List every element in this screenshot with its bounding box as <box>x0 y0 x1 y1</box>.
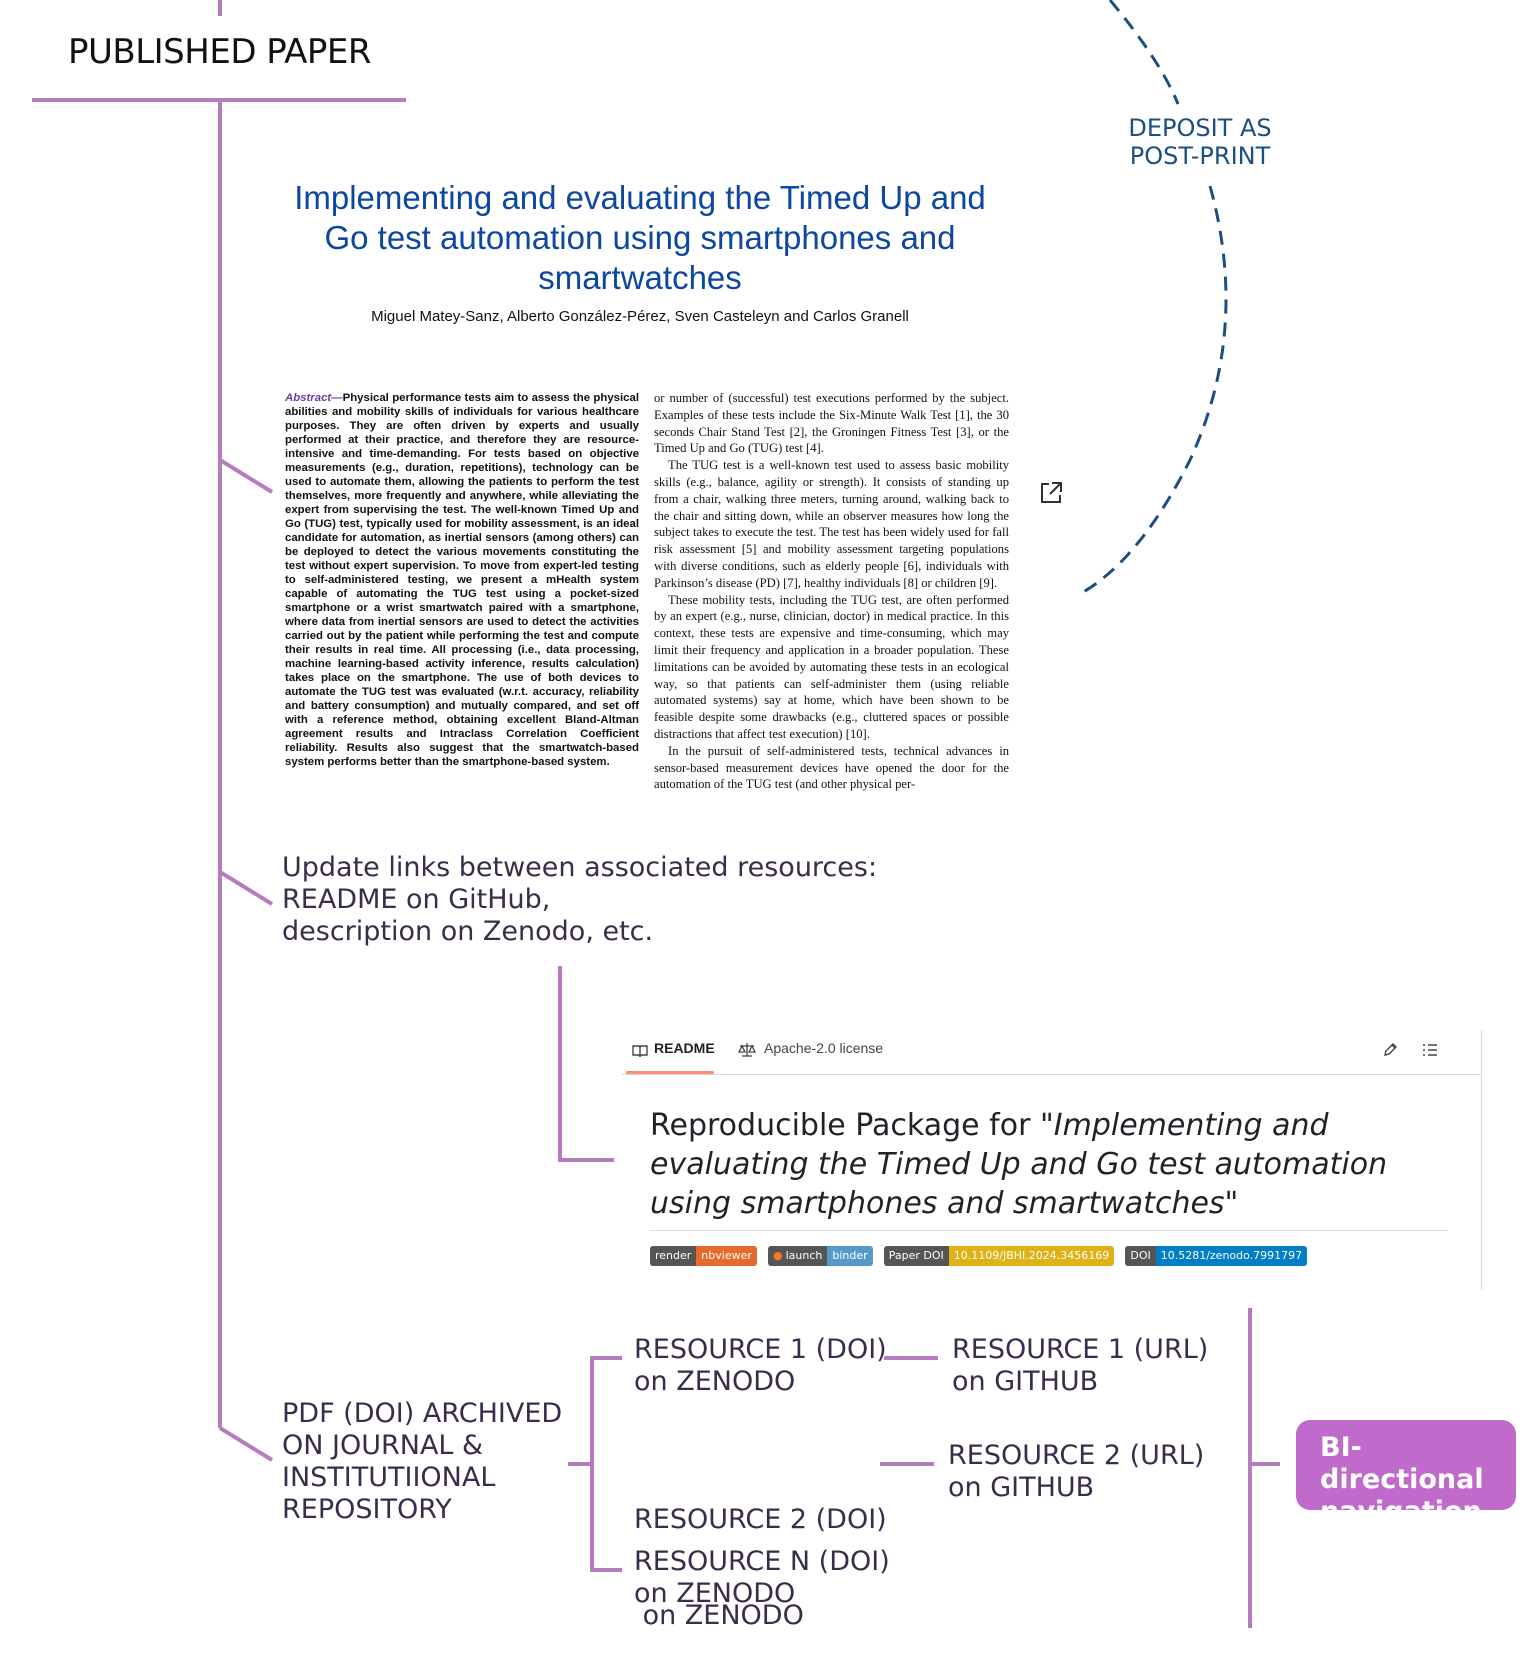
resource-1-doi <box>634 1334 887 1398</box>
paper-abstract <box>285 391 639 769</box>
body-paragraph: or number of (successful) test executions performed by the subject. Examples of these tests include the Six-Minute Walk Test [1], the 30 seconds Chair Stand Test [2], the Groningen Fitness Test [3], or the Timed Up and Go (TUG) test [4]. <box>654 391 1009 456</box>
card-border <box>1481 1030 1482 1290</box>
update-line-1: Update links between associated resources: <box>282 852 878 883</box>
resource-location: on GITHUB <box>952 1366 1099 1397</box>
badge-zenodo-doi[interactable] <box>1125 1246 1307 1266</box>
bidir-line-2: navigation <box>1320 1496 1482 1527</box>
branch-to-update <box>220 872 272 904</box>
paper-authors: Miguel Matey-Sanz, Alberto González-Pérez, Sven Casteleyn and Carlos Granell <box>371 308 909 325</box>
resource-1-url <box>952 1334 1208 1398</box>
section-title: PUBLISHED PAPER <box>68 32 371 72</box>
badge-launch-binder[interactable] <box>768 1246 873 1266</box>
badge-left-label: DOI <box>1125 1246 1155 1266</box>
badge-left-label: Paper DOI <box>884 1246 949 1266</box>
resource-2-url <box>948 1440 1204 1504</box>
paper-title: Implementing and evaluating the Timed Up and Go test automation using smartphones and smartwatches <box>294 179 986 296</box>
deposit-line-1: DEPOSIT AS <box>1128 114 1272 142</box>
pdf-line-3: INSTITUTIIONAL <box>282 1462 496 1493</box>
resource-location: on GITHUB <box>948 1472 1095 1503</box>
resource-label: RESOURCE N (DOI) <box>634 1546 890 1577</box>
body-paragraph: In the pursuit of self-administered tests, technical advances in sensor-based measurement devices have opened the door for the automation of the TUG test (and other physical per- <box>654 743 1009 792</box>
abstract-label: Abstract— <box>285 392 343 404</box>
book-icon <box>632 1043 648 1059</box>
github-readme-card <box>622 1030 1482 1290</box>
heading-rule <box>650 1230 1448 1231</box>
badge-right-label: 10.1109/JBHI.2024.3456169 <box>949 1246 1114 1266</box>
branch-to-paper <box>220 460 272 492</box>
badge-paper-doi[interactable] <box>884 1246 1115 1266</box>
heading-italic-title: Implementing and evaluating the Timed Up and Go test automation using smartphones and smartwatches <box>650 1108 1388 1221</box>
pdf-line-4: REPOSITORY <box>282 1494 452 1525</box>
heading-prefix: Reproducible Package for " <box>650 1108 1054 1143</box>
readme-heading <box>650 1106 1450 1223</box>
readme-tabs <box>622 1030 1482 1075</box>
active-tab-underline <box>626 1071 714 1074</box>
deposit-line-2: POST-PRINT <box>1129 142 1271 170</box>
pencil-icon[interactable] <box>1382 1042 1398 1058</box>
resource-label: RESOURCE 1 (URL) <box>952 1334 1209 1365</box>
resources-bracket <box>592 1358 622 1570</box>
update-line-3: description on Zenodo, etc. <box>282 916 654 947</box>
body-paragraph: These mobility tests, including the TUG test, are often performed by an expert (e.g., nurse, clinician, doctor) in medical practice. In this context, these tests are expensive and time-consuming, which may limit their frequency and application in a broader population. These limitations can be avoided by automating these tests in an ecological way, so that patients can self-administer them (using reliable automated systems) say at home, which have been shown to be feasible despite some drawbacks (e.g., cluttered spaces or possible distractions that affect test execution) [10]. <box>654 592 1009 741</box>
badge-right-label: nbviewer <box>696 1246 757 1266</box>
paper-body-column <box>654 390 1009 817</box>
abstract-text: Physical performance tests aim to assess the physical abilities and mobility skills of individuals for various healthcare purposes. They are often driven by experts and usually performed at their practice, and therefore they are resource-intensive and time-demanding. For tests based on objective measurements (e.g., duration, repetitions), technology can be used to automate them, allowing the patients to perform the test themselves, more frequently and anywhere, while alleviating the expert from supervising the test. The well-known Timed Up and Go (TUG) test, typically used for mobility assessment, is an ideal candidate for automation, as inertial sensors (among others) can be deployed to detect the various movements constituting the test without expert supervision. To move from expert-led testing to self-administered testing, we present a mHealth system capable of automating the TUG test using a pocket-sized smartphone or a wrist smartwatch paired with a smartphone, where data from inertial sensors are used to detect the activities carried out by the patient while performing the test and compute their results in real time. All processing (i.e., data processing, machine learning-based activity inference, results calculation) takes place on the smartphone. The use of both devices to automate the TUG test was evaluated (w.r.t. accuracy, reliability and battery consumption) and mutually compared, and set off with a reference method, obtaining excellent Bland-Altman agreement results and Intraclass Correlation Coefficient reliability. Results also suggest that the smartwatch-based system performs better than the smartphone-based system. <box>285 392 639 768</box>
pdf-line-1: PDF (DOI) ARCHIVED <box>282 1398 563 1429</box>
badge-left-label: render <box>650 1246 696 1266</box>
deposit-label <box>1070 114 1330 170</box>
badge-left-label <box>768 1246 827 1266</box>
body-paragraph: The TUG test is a well-known test used to assess basic mobility skills (e.g., balance, agility or strength). It consists of standing up from a chair, walking three meters, turning around, walking back to the chair and sitting down, while an observer measures how long the subject takes to execute the test. The test has been widely used for fall risk assessment [5] and mobility assessment targeting populations with diverse conditions, such as elderly people [6], individuals with Parkinson’s disease (PD) [7], healthy individuals [8] or children [9]. <box>654 458 1009 590</box>
bidir-line-1: BI-directional <box>1320 1432 1484 1495</box>
branch-to-pdf <box>220 1428 272 1460</box>
resource-n-doi <box>634 1546 890 1610</box>
update-links-text <box>282 852 877 948</box>
pdf-archived-text <box>282 1398 562 1526</box>
scale-icon <box>738 1042 756 1058</box>
badge-row <box>650 1246 1313 1266</box>
resource-label: RESOURCE 2 (URL) <box>948 1440 1205 1471</box>
badge-right-label: binder <box>827 1246 872 1266</box>
resource-location: on ZENODO <box>634 1366 796 1397</box>
badge-right-label: 10.5281/zenodo.7991797 <box>1156 1246 1307 1266</box>
badge-left-text: launch <box>785 1249 823 1262</box>
resource-label: RESOURCE 2 (DOI) <box>634 1504 887 1535</box>
resource-location: on ZENODO <box>634 1578 796 1609</box>
list-outline-icon[interactable] <box>1422 1042 1438 1058</box>
update-line-2: README on GitHub, <box>282 884 551 915</box>
resource-location: on ZENODO <box>634 1600 804 1631</box>
update-to-github-connector <box>560 966 614 1160</box>
bidirectional-navigation-badge <box>1296 1420 1516 1527</box>
heading-suffix: " <box>1224 1186 1239 1221</box>
external-link-icon[interactable] <box>1038 480 1064 506</box>
tab-license[interactable]: Apache-2.0 license <box>764 1040 884 1056</box>
badge-render-nbviewer[interactable] <box>650 1246 757 1266</box>
deposit-dashed-arc <box>1080 0 1226 594</box>
resource-label: RESOURCE 1 (DOI) <box>634 1334 887 1365</box>
tab-readme[interactable]: README <box>654 1040 715 1056</box>
binder-logo-icon: ● <box>772 1249 783 1262</box>
pdf-line-2: ON JOURNAL & <box>282 1430 484 1461</box>
